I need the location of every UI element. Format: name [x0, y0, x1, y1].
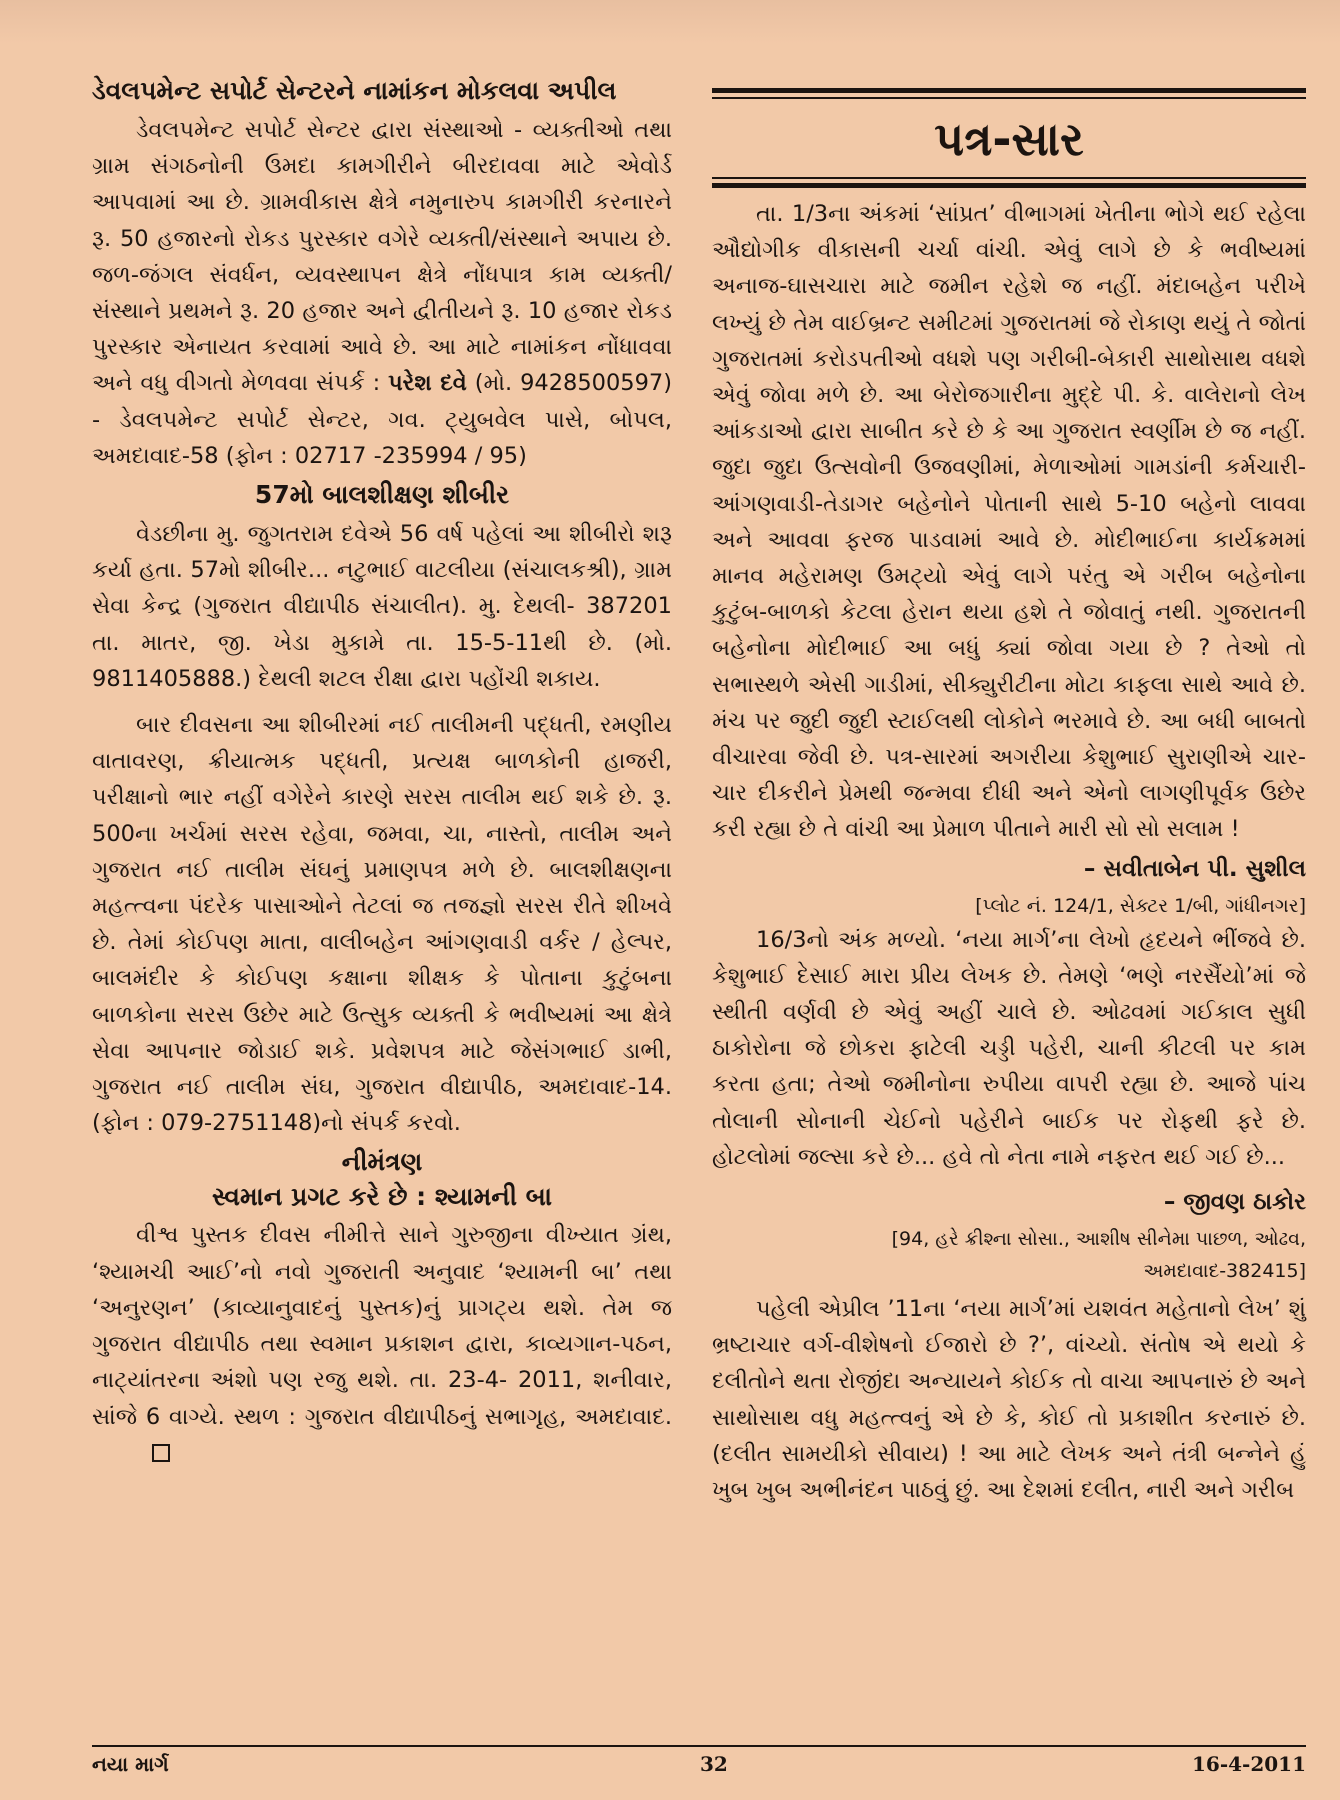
camp-paragraph-2: બાર દીવસના આ શીબીરમાં નઈ તાલીમની પદ્ધતી, રમણીય વાતાવરણ, ક્રીયાત્મક પદ્ધતી, પ્રત્યક્ષ બાળકોની હાજરી, પરીક્ષાનો ભાર નહીં વગેરેને કારણે સરસ તાલીમ થઈ શકે છે. રૂ. 500ના ખર્ચમાં સરસ રહેવા, જમવા, ચા, નાસ્તો, તાલીમ અને ગુજરાત નઈ તાલીમ સંઘનું પ્રમાણપત્ર મળે છે. બાલશીક્ષણના મહત્ત્વના પંદરેક પાસાઓને તેટલાં જ તજજ્ઞો સરસ રીતે શીખવે છે. તેમાં કોઈપણ માતા, વાલીબહેન આંગણવાડી વર્કર / હેલ્પર, બાલમંદીર કે કોઈપણ કક્ષાના શીક્ષક કે પોતાના કુટુંબના બાળકોના સરસ ઉછેર માટે ઉત્સુક વ્યક્તી કે ભવીષ્યમાં આ ક્ષેત્રે સેવા આપનાર જોડાઈ શકે. પ્રવેશપત્ર માટે જેસંગભાઈ ડાભી, ગુજરાત નઈ તાલીમ સંઘ, ગુજરાત વીદ્યાપીઠ, અમદાવાદ-14. (ફોન : 079-2751148)નો સંપર્ક કરવો.: [92, 712, 672, 1137]
invite-body: [92, 1217, 672, 1470]
right-column: [712, 88, 1306, 1508]
letter-3-body: પહેલી એપ્રીલ ’11ના ‘નયા માર્ગ’માં યશવંત મહેતાનો લેખ’ શું ભ્રષ્ટાચાર વર્ગ-વીશેષનો ઈજારો છે ?’, વાંચ્યો. સંતોષ એ થયો કે દલીતોને થતા રોજીંદા અન્યાયને કોઈક તો વાચા આપનારું છે અને સાથોસાથ વધુ મહત્ત્વનું એ છે કે, કોઈ તો પ્રકાશીત કરનારું છે. (દલીત સામયીકો સીવાય) ! આ માટે લેખક અને તંત્રી બન્નેને હું ખુબ ખુબ અભીનંદન પાઠવું છું. આ દેશમાં દલીત, નારી અને ગરીબ: [712, 1296, 1306, 1504]
masthead-rule-top-thick: [712, 88, 1306, 93]
letter-2-address-line-1: [94, હરે ક્રીશ્ના સોસા., આશીષ સીનેમા પાછળ, ઓઢવ,: [891, 1228, 1306, 1251]
invite-title: નીમંત્રણ: [341, 1147, 423, 1177]
letter-1-body: તા. 1/3ના અંકમાં ‘સાંપ્રત’ વીભાગમાં ખેતીના ભોગે થઈ રહેલા ઔદ્યોગીક વીકાસની ચર્ચા વાંચી. એવું લાગે છે કે ભવીષ્યમાં અનાજ-ઘાસચારા માટે જમીન રહેશે જ નહીં. મંદાબહેન પરીખે લખ્યું છે તેમ વાઈબ્રન્ટ સમીટમાં ગુજરાતમાં જે રોકાણ થયું તે જોતાં ગુજરાતમાં કરોડપતીઓ વધશે પણ ગરીબી-બેકારી સાથોસાથ વધશે એવું જોવા મળે છે. આ બેરોજગારીના મુદ્દે પી. કે. વાલેરાનો લેખ આંકડાઓ દ્વારા સાબીત કરે છે કે આ ગુજરાત સ્વર્ણીમ છે જ નહીં. જુદા જુદા ઉત્સવોની ઉજવણીમાં, મેળાઓમાં ગામડાંની કર્મચારી- આંગણવાડી-તેડાગર બહેનોને પોતાની સાથે 5-10 બહેનો લાવવા અને આવવા ફરજ પાડવામાં આવે છે. મોદીભાઈના કાર્યક્રમમાં માનવ મહેરામણ ઉમટ્યો એવું લાગે પરંતુ એ ગરીબ બહેનોના કુટુંબ-બાળકો કેટલા હેરાન થયા હશે તે જોવાતું નથી. ગુજરાતની બહેનોના મોદીભાઈ આ બધું ક્યાં જોવા ગયા છે ? તેઓ તો સભાસ્થળે એસી ગાડીમાં, સીક્યુરીટીના મોટા કાફલા સાથે આવે છે. મંચ પર જુદી જુદી સ્ટાઈલથી લોકોને ભરમાવે છે. આ બધી બાબતો વીચારવા જેવી છે. પત્ર-સારમાં અગરીયા કેશુભાઈ સુરાણીએ ચાર-ચાર દીકરીને પ્રેમથી જન્મવા દીધી અને એનો લાગણીપૂર્વક ઉછેર કરી રહ્યા છે તે વાંચી આ પ્રેમાળ પીતાને મારી સો સો સલામ !: [712, 201, 1306, 843]
footer-date: 16-4-2011: [1191, 1752, 1306, 1776]
appeal-contact-name: પરેશ દવે: [388, 370, 467, 397]
left-column: [92, 74, 672, 1471]
appeal-title: ડેવલપમેન્ટ સપોર્ટ સેન્ટરને નામાંકન મોકલવા અપીલ: [92, 76, 617, 105]
footer-page-number: 32: [700, 1752, 728, 1776]
end-square-icon: [152, 1444, 170, 1462]
invite-body-text: વીશ્વ પુસ્તક દીવસ નીમીત્તે સાને ગુરુજીના વીખ્યાત ગ્રંથ, ‘શ્યામચી આઈ’નો નવો ગુજરાતી અનુવાદ ‘શ્યામની બા’ તથા ‘અનુરણન’ (કાવ્યાનુવાદનું પુસ્તક)નું પ્રાગટ્ય થશે. તેમ જ ગુજરાત વીદ્યાપીઠ તથા સ્વમાન પ્રકાશન દ્વારા, કાવ્યગાન-પઠન, નાટ્યાંતરના અંશો પણ રજુ થશે. તા. 23-4- 2011, શનીવાર, સાંજે 6 વાગ્યે. સ્થળ : ગુજરાત વીદ્યાપીઠનું સભાગૃહ, અમદાવાદ.: [92, 1222, 672, 1430]
appeal-body: [92, 112, 672, 474]
footer-publication: નયા માર્ગ: [92, 1752, 169, 1776]
letter-1-signature: – સવીતાબેન પી. સુશીલ: [1083, 855, 1306, 882]
masthead-rule-bottom-thick: [712, 183, 1306, 188]
footer-rule: [92, 1745, 1306, 1747]
masthead-rule-bottom-thin: [712, 177, 1306, 179]
masthead: પત્ર-સાર: [934, 112, 1084, 166]
masthead-rule-top-thin: [712, 97, 1306, 99]
letter-2-body: 16/3નો અંક મળ્યો. ‘નયા માર્ગ’ના લેખો હૃદયને ભીંજવે છે. કેશુભાઈ દેસાઈ મારા પ્રીય લેખક છે. તેમણે ‘ભણે નરસૈંયો’માં જે સ્થીતી વર્ણવી છે એવું અહીં ચાલે છે. ઓઢવમાં ગઈકાલ સુધી ઠાકોરોના જે છોકરા ફાટેલી ચડ્ડી પહેરી, ચાની કીટલી પર કામ કરતા હતા; તેઓ જમીનોના રુપીયા વાપરી રહ્યા છે. આજે પાંચ તોલાની સોનાની ચેઈનો પહેરીને બાઈક પર રોફથી ફરે છે. હોટલોમાં જલ્સા કરે છે... હવે તો નેતા નામે નફરત થઈ ગઈ છે...: [712, 926, 1306, 1170]
camp-title: 57મો બાલશીક્ષણ શીબીર: [254, 480, 510, 510]
letter-2-address-line-2: અમદાવાદ-382415]: [1143, 1260, 1306, 1283]
letter-2-signature: – જીવણ ઠાકોર: [1163, 1189, 1306, 1216]
camp-paragraph-1: વેડછીના મુ. જુગતરામ દવેએ 56 વર્ષ પહેલાં આ શીબીરો શરૂ કર્યા હતા. 57મો શીબીર... નટુભાઈ વાટલીયા (સંચાલકશ્રી), ગ્રામ સેવા કેન્દ્ર (ગુજરાત વીદ્યાપીઠ સંચાલીત). મુ. દેથલી- 387201 તા. માતર, જી. ખેડા મુકામે તા. 15-5-11થી છે. (મો. 9811405888.) દેથલી શટલ રીક્ષા દ્વારા પહોંચી શકાય.: [92, 521, 672, 692]
appeal-body-text: ડેવલપમેન્ટ સપોર્ટ સેન્ટર દ્વારા સંસ્થાઓ - વ્યક્તીઓ તથા ગ્રામ સંગઠનોની ઉમદા કામગીરીને બીરદાવવા માટે એવોર્ડ આપવામાં આ છે. ગ્રામવીકાસ ક્ષેત્રે નમુનારુપ કામગીરી કરનારને રૂ. 50 હજારનો રોકડ પુરસ્કાર વગેરે વ્યક્તી/સંસ્થાને અપાય છે. જળ-જંગલ સંવર્ધન, વ્યવસ્થાપન ક્ષેત્રે નોંધપાત્ર કામ વ્યક્તી/સંસ્થાને પ્રથમને રૂ. 20 હજાર અને દ્વીતીયને રૂ. 10 હજાર રોકડ પુરસ્કાર એનાયત કરવામાં આવે છે. આ માટે નામાંકન નોંધાવવા અને વધુ વીગતો મેળવવા સંપર્ક :: [92, 117, 672, 397]
appeal-contact-details: (મો. 9428500597) - ડેવલપમેન્ટ સપોર્ટ સેન્ટર, ગવ. ટ્યુબવેલ પાસે, બોપલ, અમદાવાદ-58 (ફોન : 02717 -235994 / 95): [92, 370, 672, 469]
top-bleed: [0, 0, 1340, 44]
letter-1-address: [પ્લોટ નં. 124/1, સેક્ટર 1/બી, ગાંધીનગર]: [975, 894, 1306, 917]
invite-subtitle: સ્વમાન પ્રગટ કરે છે : શ્યામની બા: [212, 1182, 552, 1212]
